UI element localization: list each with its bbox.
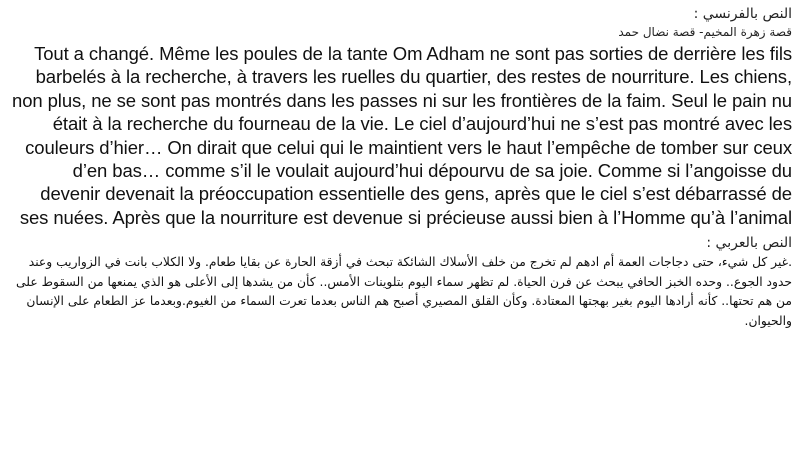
arabic-section-heading: النص بالعربي : — [706, 235, 792, 252]
french-text-paragraph: Tout a changé. Même les poules de la tante Om Adham ne sont pas sorties de derrière les fils barbelés à la recherche, à travers les ruelles du quartier, des restes de nourriture. Les chiens, non plus, ne se sont pas montrés dans les passes ni sur les frontières de la faim. Seul le pain nu était à la recherche du fourneau de la vie. Le ciel d’aujourd’hui ne s’est pas montré avec les couleurs d’hier… On dirait que celui qui le maintient vers le haut l’empêche de tomber sur ceux d’en bas… comme s’il le voulait aujourd’hui dépourvu de sa joie. Comme si l’angoisse du devenir devenait la préoccupation essentielle des gens, après que le ciel s’est débarrassé de ses nuées. Après que la nourriture est devenue si précieuse aussi bien à l’Homme qu’à l’animal — [12, 43, 792, 228]
arabic-text-paragraph: .غير كل شيء، حتى دجاجات العمة أم ادهم لم تخرج من خلف الأسلاك الشائكة تبحث في أزقة الحارة عن بقايا طعام. ولا الكلاب بانت في الزواريب وعند حدود الجوع.. وحده الخبز الحافي يبحث عن فرن الحياة. لم تظهر سماء اليوم بتلوينات الأمس.. كأن من يشدها إلى الأعلى هو الذي يمنعها من السقوط على من هم تحتها.. كأنه أرادها اليوم بغير بهجتها المعتادة. وكأن القلق المصيري أصبح هم الناس بعدما تعرت السماء من الغيوم.وبعدما عز الطعام على الإنسان والحيوان. — [16, 255, 792, 328]
french-section-heading: النص بالفرنسي : — [693, 6, 792, 22]
story-title: قصة زهرة المخيم- قصة نضال حمد — [618, 25, 792, 39]
